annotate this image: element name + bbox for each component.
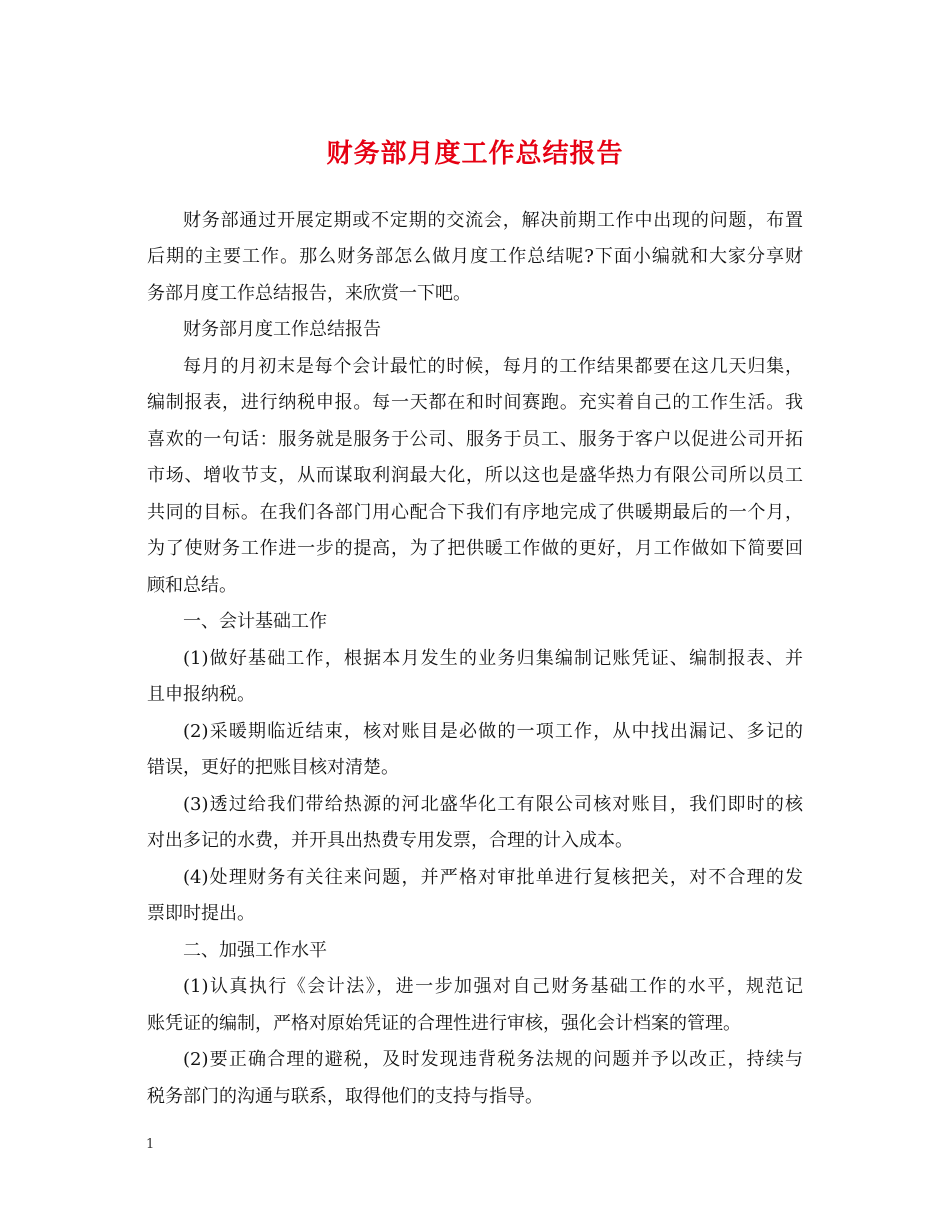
page-number: 1 [146, 1137, 155, 1152]
text-line: 财务部通过开展定期或不定期的交流会，解决前期工作中出现的问题，布置 [183, 210, 803, 231]
text-line: 顾和总结。 [147, 575, 237, 596]
text-line: 二、加强工作水平 [183, 940, 327, 961]
text-line: 对出多记的水费，并开具出热费专用发票，合理的计入成本。 [147, 830, 633, 851]
text-line: 且申报纳税。 [147, 684, 255, 705]
text-line: (2)采暖期临近结束，核对账目是必做的一项工作，从中找出漏记、多记的 [183, 721, 803, 742]
text-line: 共同的目标。在我们各部门用心配合下我们有序地完成了供暖期最后的一个月， [147, 502, 803, 523]
text-line: 每月的月初末是每个会计最忙的时候，每月的工作结果都要在这几天归集， [183, 356, 803, 377]
text-line: 喜欢的一句话：服务就是服务于公司、服务于员工、服务于客户以促进公司开拓 [147, 429, 803, 450]
text-line: 后期的主要工作。那么财务部怎么做月度工作总结呢?下面小编就和大家分享财 [147, 246, 803, 267]
text-line: 市场、增收节支，从而谋取利润最大化，所以这也是盛华热力有限公司所以员工 [147, 465, 803, 486]
text-line: (1)认真执行《会计法》，进一步加强对自己财务基础工作的水平，规范记 [183, 976, 803, 997]
text-line: 务部月度工作总结报告，来欣赏一下吧。 [147, 283, 471, 304]
text-line: 财务部月度工作总结报告 [183, 319, 381, 340]
text-line: 账凭证的编制，严格对原始凭证的合理性进行审核，强化会计档案的管理。 [147, 1013, 741, 1034]
text-line: 编制报表，进行纳税申报。每一天都在和时间赛跑。充实着自己的工作生活。我 [147, 392, 803, 413]
text-line: 票即时提出。 [147, 903, 255, 924]
text-line: 为了使财务工作进一步的提高，为了把供暖工作做的更好，月工作做如下简要回 [147, 538, 803, 559]
text-line: (3)透过给我们带给热源的河北盛华化工有限公司核对账目，我们即时的核 [183, 794, 803, 815]
document-title: 财务部月度工作总结报告 [326, 139, 624, 169]
text-line: 一、会计基础工作 [183, 611, 327, 632]
text-line: (2)要正确合理的避税，及时发现违背税务法规的问题并予以改正，持续与 [183, 1049, 803, 1070]
text-line: (4)处理财务有关往来问题，并严格对审批单进行复核把关，对不合理的发 [183, 867, 803, 888]
text-line: (1)做好基础工作，根据本月发生的业务归集编制记账凭证、编制报表、并 [183, 648, 803, 669]
text-line: 错误，更好的把账目核对清楚。 [147, 757, 399, 778]
text-line: 税务部门的沟通与联系，取得他们的支持与指导。 [147, 1086, 543, 1107]
